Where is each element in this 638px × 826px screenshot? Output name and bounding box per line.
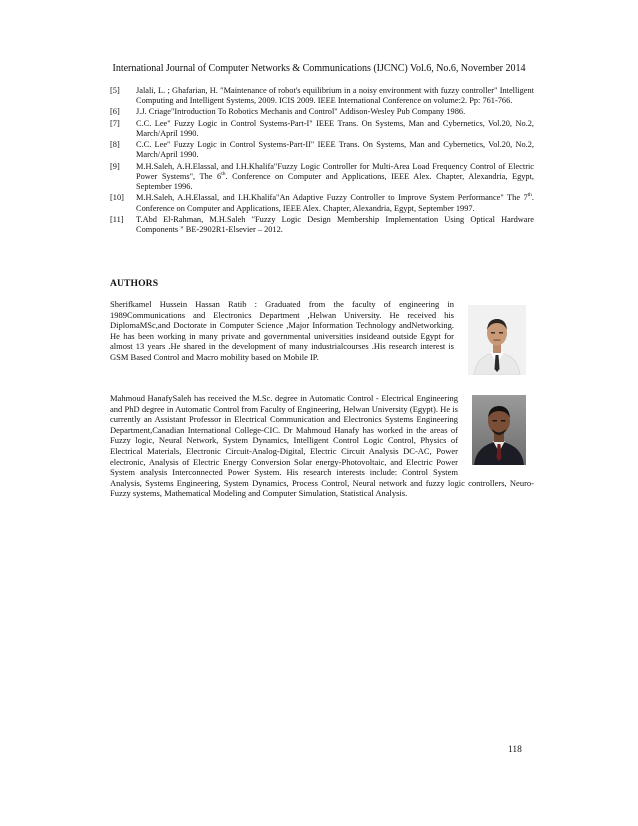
- reference-text: [136, 193, 534, 214]
- reference-item: [110, 140, 534, 161]
- reference-number: [8]: [110, 140, 120, 150]
- reference-item: [110, 107, 534, 117]
- author-bio-text: Mahmoud HanafySaleh has received the M.Sc. degree in Automatic Control - Electrical Engineering and PhD degree in Automatic Control from Faculty of Engineering, Helwan University (Egypt). He is currently an Assistant Professor in Electrical Communication and Electronics Systems Engineering Department,Canadian International College-CIC. Dr Mahmoud Hanafy has worked in the areas of Fuzzy logic, Neural Network, System Dynamics, Intelligent Control Logic Control, Physics of Electrical Materials, Electronic Circuit-Analog-Digital, Electric Circuit Analysis DC-AC, Power electronic, Analysis of Electric Energy Conversion Solar energy-Photovoltaic, and Electric Power System analysis Interconnected Power System. His research interests include: Control System Analysis, Systems Engineering, System Dynamics, Process Control, Neural network and fuzzy logic controllers, Neuro-Fuzzy systems, Mathematical Modeling and Computer Simulation, Statistical Analysis.: [110, 393, 534, 499]
- reference-text: [136, 162, 534, 193]
- reference-text: Jalali, L. ; Ghafarian, H. "Maintenance of robot's equilibrium in a noisy environment with fuzzy controller" Intelligent Computing and Intelligent Systems, 2009. ICIS 2009. IEEE International Conference on volume:2. Pp: 761-766.: [136, 86, 534, 106]
- authors-heading: AUTHORS: [110, 278, 159, 289]
- portrait-image: [472, 395, 526, 465]
- reference-text-part: M.H.Saleh, A.H.Elassal, and I.H.Khalifa"An Adaptive Fuzzy Controller to Improve System Performance" The 7: [136, 193, 528, 203]
- ordinal-superscript: th: [527, 192, 532, 199]
- reference-item: [110, 215, 534, 236]
- reference-text: J.J. Criage"Introduction To Robotics Mechanis and Control" Addison-Wesley Pub Company 1986.: [136, 107, 466, 117]
- reference-number: [6]: [110, 107, 120, 117]
- reference-number: [7]: [110, 118, 120, 128]
- portrait-image: [468, 305, 526, 375]
- author-bio-text: Sherifkamel Hussein Hassan Ratib : Graduated from the faculty of engineering in 1989Communications and Electronics Department ,Helwan University. He received his DiplomaMSc,and Doctorate in Computer Science ,Major Information Technology andNetworking. He has been working in many private and governmental universities insideand outside Egypt for almost 13 years .He shared in the development of many industrialcourses .His research interest is GSM Based Control and Macro mobility based on Mobile IP.: [110, 299, 454, 362]
- reference-list: [110, 86, 534, 236]
- reference-item: [110, 86, 534, 107]
- reference-number: [10]: [110, 193, 124, 203]
- author-bio-2: [110, 393, 534, 499]
- reference-item: [110, 119, 534, 140]
- reference-text: C.C. Lee" Fuzzy Logic in Control Systems-Part-I" IEEE Trans. On Systems, Man and Cybernetics, Vol.20, No.2, March/April 1990.: [136, 118, 534, 138]
- page-number: 118: [508, 745, 522, 755]
- author-photo-1: [468, 305, 526, 375]
- reference-text: T.Abd El-Rahman, M.H.Saleh "Fuzzy Logic Design Membership Implementation Using Optical Hardware Components " BE-2902R1-Elsevier – 2012.: [136, 214, 534, 235]
- reference-number: [11]: [110, 214, 124, 224]
- reference-text: C.C. Lee" Fuzzy Logic in Control Systems-Part-II" IEEE Trans. On Systems, Man and Cybernetics, Vol.20, No.2, March/April 1990.: [136, 140, 534, 160]
- running-header: International Journal of Computer Networks & Communications (IJCNC) Vol.6, No.6, November 2014: [112, 63, 526, 74]
- author-bio-1: [110, 299, 534, 379]
- reference-text-part: M.H.Saleh, A.H.Elassal, and I.H.Khalifa"Fuzzy Logic Controller for Multi-Area Load Frequency Control of Electric Power Systems", The 6: [136, 161, 534, 181]
- reference-number: [9]: [110, 161, 120, 171]
- reference-text-part: . Conference on Computer and Applications, IEEE Alex. Chapter, Alexandria, Egypt, September 1996.: [136, 171, 534, 192]
- reference-text-part: . Conference on Computer and Applications, IEEE Alex. Chapter, Alexandria, Egypt, September 1997.: [136, 193, 534, 213]
- ordinal-superscript: th: [221, 171, 226, 178]
- reference-number: [5]: [110, 86, 120, 95]
- reference-item: [110, 193, 534, 214]
- reference-item: [110, 162, 534, 193]
- author-photo-2: [472, 395, 526, 465]
